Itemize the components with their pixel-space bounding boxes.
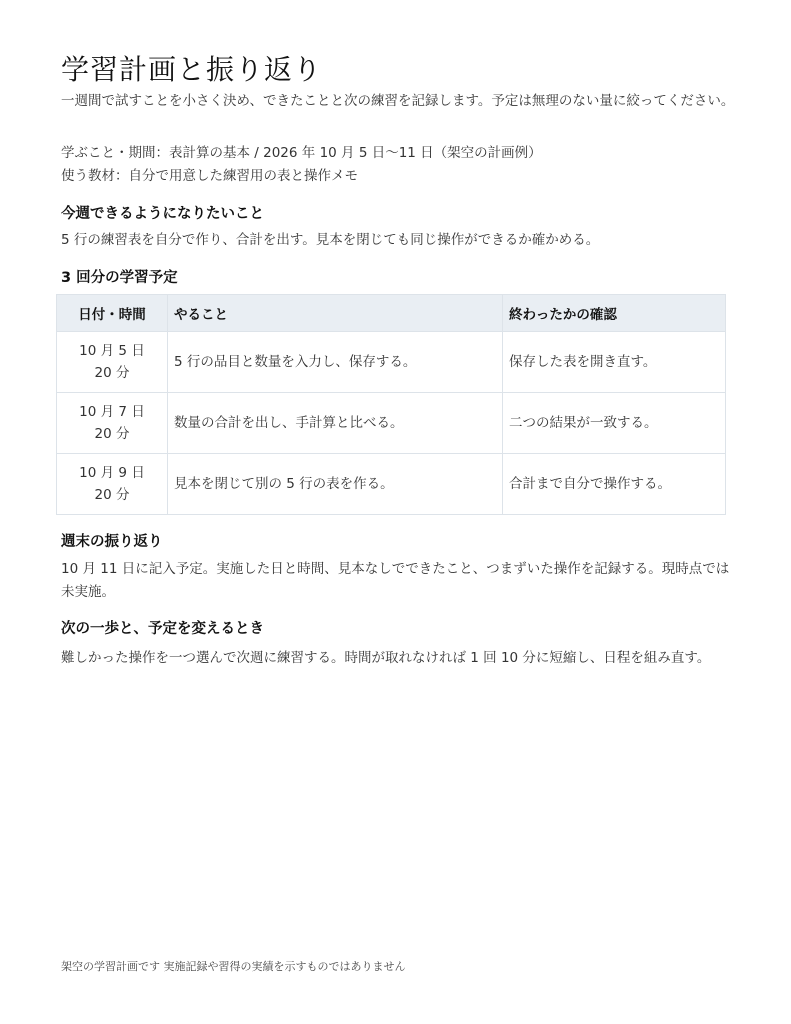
review-heading: 週末の振り返り — [61, 534, 163, 550]
review-text: 10 月 11 日に記入予定。実施した日と時間、見本なしでできたこと、つまずいた操作を記録する。現時点では未実施。 — [61, 561, 730, 600]
table-row — [57, 454, 726, 515]
goal-text: 5 行の練習表を自分で作り、合計を出す。見本を閉じても同じ操作ができるか確かめる。 — [61, 232, 600, 248]
task-cell: 見本を閉じて別の 5 行の表を作る。 — [168, 454, 503, 515]
time-text: 20 分 — [94, 487, 130, 503]
table-row — [57, 393, 726, 454]
schedule-heading: 3 回分の学習予定 — [61, 270, 178, 286]
intro-text: 一週間で試すことを小さく決め、できたことと次の練習を記録します。予定は無理のない量に絞ってください。 — [61, 93, 735, 109]
check-cell: 二つの結果が一致する。 — [503, 393, 726, 454]
table-header-row — [57, 295, 726, 332]
next-step-text: 難しかった操作を一つ選んで次週に練習する。時間が取れなければ 1 回 10 分に短縮し、日程を組み直す。 — [61, 650, 711, 666]
time-text: 20 分 — [94, 426, 130, 442]
date-text: 10 月 7 日 — [79, 404, 145, 420]
goal-heading: 今週できるようになりたいこと — [61, 206, 264, 222]
column-header-task: やること — [168, 295, 503, 332]
footer-disclaimer: 架空の学習計画です 実施記録や習得の実績を示すものではありません — [61, 960, 406, 973]
page-title: 学習計画と振り返り — [61, 53, 323, 86]
materials-line: 使う教材：自分で用意した練習用の表と操作メモ — [61, 168, 358, 184]
next-step-heading: 次の一歩と、予定を変えるとき — [61, 621, 264, 637]
column-header-date: 日付・時間 — [57, 295, 168, 332]
meta-info — [61, 142, 741, 188]
date-text: 10 月 9 日 — [79, 465, 145, 481]
date-text: 10 月 5 日 — [79, 343, 145, 359]
task-cell: 数量の合計を出し、手計算と比べる。 — [168, 393, 503, 454]
date-cell — [57, 332, 168, 393]
schedule-table — [56, 294, 726, 515]
check-cell: 合計まで自分で操作する。 — [503, 454, 726, 515]
date-cell — [57, 454, 168, 515]
time-text: 20 分 — [94, 365, 130, 381]
column-header-check: 終わったかの確認 — [503, 295, 726, 332]
date-cell — [57, 393, 168, 454]
task-cell: 5 行の品目と数量を入力し、保存する。 — [168, 332, 503, 393]
table-row — [57, 332, 726, 393]
check-cell: 保存した表を開き直す。 — [503, 332, 726, 393]
topic-line: 学ぶこと・期間：表計算の基本 / 2026 年 10 月 5 日〜11 日（架空の計画例） — [61, 145, 542, 161]
